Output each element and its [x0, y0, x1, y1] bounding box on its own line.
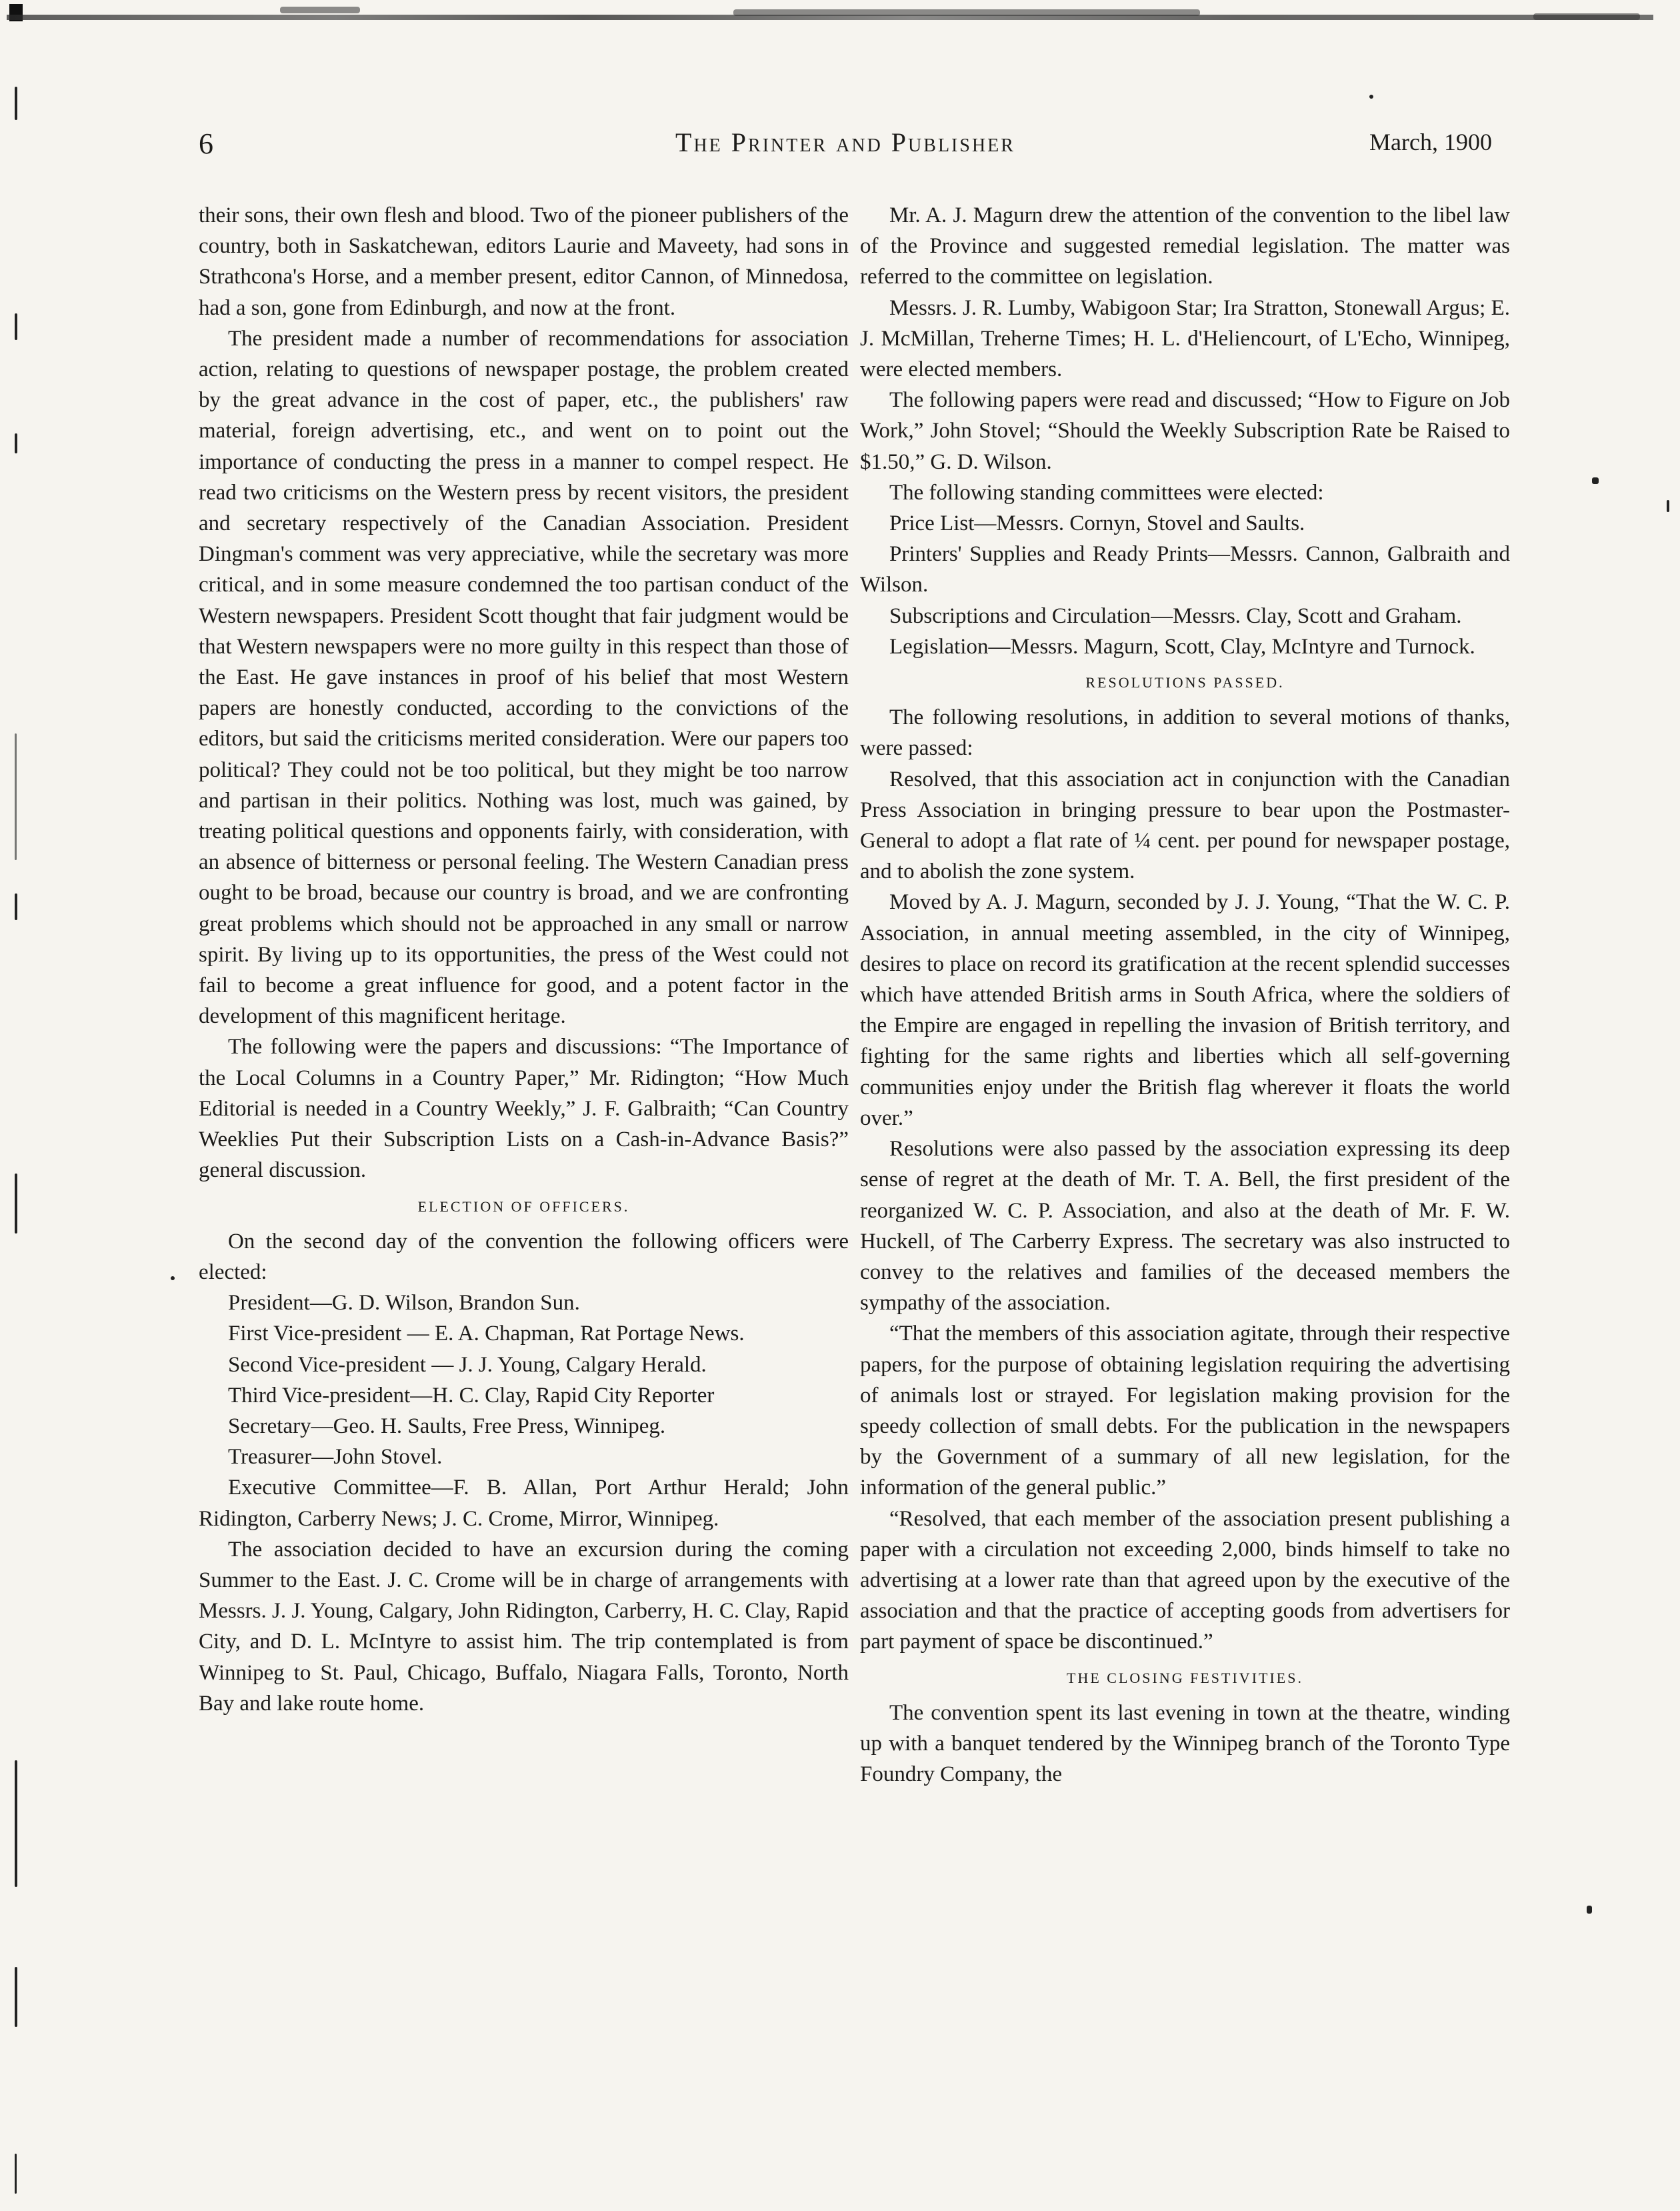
scan-margin-tick — [15, 433, 17, 453]
scan-margin-tick — [15, 733, 17, 860]
paragraph: “Resolved, that each member of the association present publishing a paper with a circulation not exceeding 2,000, binds himself to take no advertising at a lower rate than that agreed upon by the executive of the association and that the practice of accepting goods from advertisers for part payment of space be discontinued.” — [860, 1506, 1510, 1654]
officer-entry: Treasurer—John Stovel. — [228, 1445, 443, 1470]
paragraph: their sons, their own flesh and blood. Two of the pioneer publishers of the country, both in Saskatchewan, editors Laurie and Maveety, had sons in Strathcona's Horse, and a member present, editor Cannon, of Minnedosa, had a son, gone from Edinburgh, and now at the front. — [199, 203, 849, 320]
scan-smear — [280, 7, 360, 13]
scan-smear — [1533, 13, 1640, 20]
officer-entry: Third Vice-president—H. C. Clay, Rapid City Reporter — [228, 1383, 715, 1408]
running-header — [199, 127, 1492, 167]
scan-speck — [1369, 95, 1373, 99]
officer-entry: President—G. D. Wilson, Brandon Sun. — [228, 1291, 580, 1316]
officer-entry: First Vice-president — E. A. Chapman, Rat Portage News. — [228, 1322, 745, 1346]
left-column — [199, 200, 849, 1719]
scan-smear — [733, 9, 1200, 16]
officer-entry: Executive Committee—F. B. Allan, Port Arthur Herald; John Ridington, Carberry News; J. C. Crome, Mirror, Winnipeg. — [199, 1476, 849, 1531]
officer-entry: Second Vice-president — J. J. Young, Calgary Herald. — [228, 1352, 707, 1377]
scan-speck — [1587, 1906, 1592, 1914]
scan-margin-tick — [15, 1174, 17, 1234]
officer-entry: Secretary—Geo. H. Saults, Free Press, Winnipeg. — [228, 1414, 666, 1438]
scan-margin-tick — [15, 1967, 17, 2027]
paragraph: Resolved, that this association act in conjunction with the Canadian Press Association in bringing pressure to bear upon the Postmaster-General to adopt a flat rate of ¼ cent. per pound for newspaper postage, and to abolish the zone system. — [860, 767, 1510, 884]
scan-speck — [1592, 477, 1599, 484]
scan-top-edge — [0, 0, 1680, 40]
page-number: 6 — [199, 127, 213, 160]
scan-speck — [1667, 500, 1669, 512]
committee-entry: Subscriptions and Circulation—Messrs. Clay, Scott and Graham. — [889, 603, 1462, 628]
scan-speck — [171, 1276, 175, 1280]
committee-entry: Price List—Messrs. Cornyn, Stovel and Saults. — [889, 511, 1305, 536]
scan-margin-tick — [15, 87, 17, 120]
paragraph: Mr. A. J. Magurn drew the attention of the convention to the libel law of the Province and suggested remedial legislation. The matter was referred to the committee on legislation. — [860, 203, 1510, 289]
paragraph: The following standing committees were elected: — [889, 480, 1324, 505]
scan-margin-tick — [15, 313, 17, 340]
paragraph: The following papers were read and discussed; “How to Figure on Job Work,” John Stovel; “Should the Weekly Subscription Rate be Raised to $1.50,” G. D. Wilson. — [860, 388, 1510, 474]
section-heading: RESOLUTIONS PASSED. — [1085, 674, 1285, 691]
scan-margin-tick — [15, 2154, 17, 2194]
paragraph: The following resolutions, in addition to several motions of thanks, were passed: — [860, 705, 1510, 761]
paragraph: On the second day of the convention the following officers were elected: — [199, 1229, 849, 1284]
committee-entry: Legislation—Messrs. Magurn, Scott, Clay, McIntyre and Turnock. — [889, 634, 1475, 659]
paragraph: The convention spent its last evening in town at the theatre, winding up with a banquet tendered by the Winnipeg branch of the Toronto Type Foundry Company, the — [860, 1700, 1510, 1787]
paragraph: The president made a number of recommendations for association action, relating to questions of newspaper postage, the problem created by the great advance in the cost of paper, etc., the publishers' raw material, foreign advertising, etc., and went on to point out the importance of conducting the press in a manner to compel respect. He read two criticisms on the Western press by recent visitors, the president and secretary respectively of the Canadian Association. President Dingman's comment was very appreciative, while the secretary was more critical, and in some measure condemned the too partisan conduct of the Western newspapers. President Scott thought that fair judgment would be that Western newspapers were no more guilty in this respect than those of the East. He gave instances in proof of his belief that most Western papers are honestly conducted, according to the convictions of the editors, but said the criticisms merited consideration. Were our papers too political? They could not be too political, but they might be too narrow and partisan in their politics. Nothing was lost, much was gained, by treating political questions and opponents fairly, with consideration, with an absence of bitterness or personal feeling. The Western Canadian press ought to be broad, because our country is broad, and we are confronting great problems which should not be approached in any small or narrow spirit. By living up to its opportunities, the press of the West could not fail to become a great influence for good, and a potent factor in the development of this magnificent heritage. — [199, 326, 849, 1029]
issue-date: March, 1900 — [1369, 129, 1492, 155]
scan-margin-tick — [15, 893, 17, 920]
paragraph: Moved by A. J. Magurn, seconded by J. J. Young, “That the W. C. P. Association, in annual meeting assembled, in the city of Winnipeg, desires to place on record its gratification at the recent splendid successes which have attended British arms in South Africa, where the soldiers of the Empire are engaged in repelling the invasion of British territory, and fighting for the same rights and liberties which all self-governing communities enjoy under the British flag wherever it floats the world over.” — [860, 890, 1510, 1130]
right-column — [860, 200, 1510, 1790]
paragraph: The following were the papers and discussions: “The Importance of the Local Columns in a Country Paper,” Mr. Ridington; “How Much Editorial is needed in a Country Weekly,” J. F. Galbraith; “Can Country Weeklies Put their Subscription Lists on a Cash-in-Advance Basis?” general discussion. — [199, 1035, 849, 1183]
paragraph: Messrs. J. R. Lumby, Wabigoon Star; Ira Stratton, Stonewall Argus; E. J. McMillan, Treherne Times; H. L. d'Heliencourt, of L'Echo, Winnipeg, were elected members. — [860, 295, 1510, 382]
paragraph: The association decided to have an excursion during the coming Summer to the East. J. C. Crome will be in charge of arrangements with Messrs. J. J. Young, Calgary, John Ridington, Carberry, H. C. Clay, Rapid City, and D. L. McIntyre to assist him. The trip contemplated is from Winnipeg to St. Paul, Chicago, Buffalo, Niagara Falls, Toronto, North Bay and lake route home. — [199, 1537, 849, 1716]
section-heading: ELECTION OF OFFICERS. — [417, 1198, 630, 1215]
paragraph: Resolutions were also passed by the association expressing its deep sense of regret at the death of Mr. T. A. Bell, the first president of the reorganized W. C. P. Association, and also at the death of Mr. F. W. Huckell, of The Carberry Express. The secretary was also instructed to convey to the relatives and families of the deceased members the sympathy of the association. — [860, 1137, 1510, 1316]
committee-entry: Printers' Supplies and Ready Prints—Messrs. Cannon, Galbraith and Wilson. — [860, 542, 1510, 597]
section-heading: THE CLOSING FESTIVITIES. — [1067, 1669, 1303, 1686]
publication-title: The Printer and Publisher — [675, 127, 1015, 157]
paragraph: “That the members of this association agitate, through their respective papers, for the purpose of obtaining legislation requiring the advertising of animals lost or strayed. For legislation making provision for the speedy collection of small debts. For the publication in the newspapers by the Government of a summary of all new legislation, for the information of the general public.” — [860, 1322, 1510, 1500]
scan-margin-tick — [15, 1760, 17, 1887]
